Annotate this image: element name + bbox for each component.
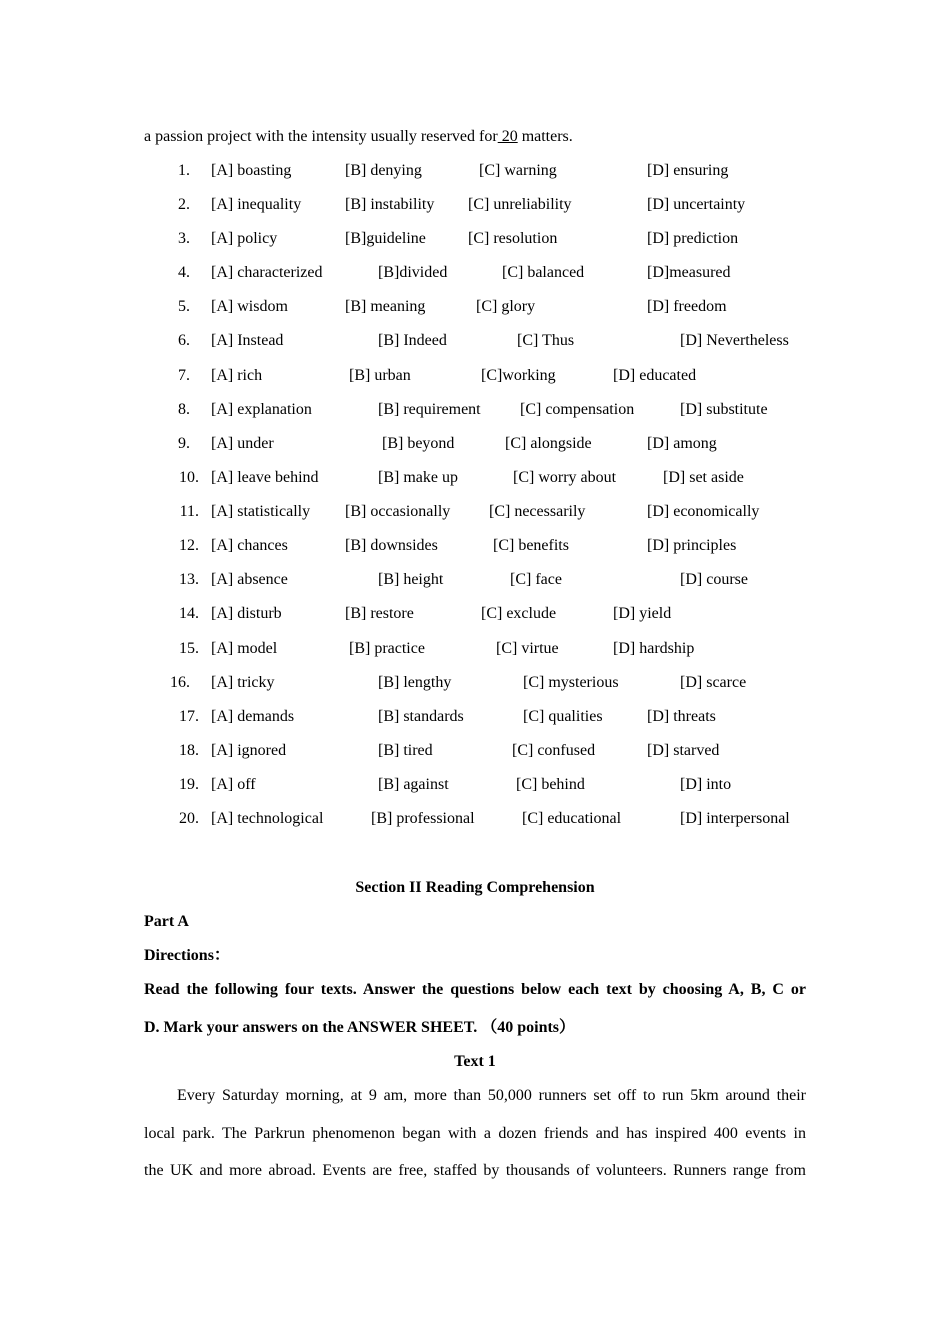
option-d: [D] economically	[647, 503, 760, 520]
option-b: [B] restore	[345, 605, 414, 622]
question-number: 17.	[179, 708, 199, 725]
question-number: 11.	[179, 503, 199, 520]
option-a: [A] policy	[211, 230, 278, 247]
option-d: [D] freedom	[647, 298, 727, 315]
option-a: [A] Instead	[211, 332, 284, 349]
option-b: [B] make up	[378, 469, 458, 486]
option-a: [A] statistically	[211, 503, 311, 520]
option-b: [B] downsides	[345, 537, 438, 554]
option-a: [A] off	[211, 776, 256, 793]
option-a: [A] disturb	[211, 605, 282, 622]
intro-text-before: a passion project with the intensity usually reserved for	[144, 128, 498, 145]
option-d: [D] course	[680, 571, 748, 588]
option-a: [A] chances	[211, 537, 288, 554]
option-a: [A] demands	[211, 708, 295, 725]
option-d: [D] set aside	[663, 469, 744, 486]
question-number: 10.	[179, 469, 199, 486]
option-d: [D] prediction	[647, 230, 739, 247]
question-number: 4.	[178, 264, 190, 281]
option-b: [B] standards	[378, 708, 464, 725]
option-c: [C] worry about	[513, 469, 617, 486]
question-number: 12.	[179, 537, 199, 554]
option-c: [C] virtue	[496, 640, 559, 657]
question-number: 1.	[178, 162, 190, 179]
option-d: [D] into	[680, 776, 732, 793]
question-number: 3.	[178, 230, 190, 247]
question-number: 13.	[179, 571, 199, 588]
question-number: 19.	[179, 776, 199, 793]
question-number: 20.	[179, 810, 199, 827]
option-d: [D] hardship	[613, 640, 695, 657]
question-number: 9.	[178, 435, 190, 452]
question-number: 16.	[170, 674, 190, 691]
option-d: [D] uncertainty	[647, 196, 746, 213]
option-d: [D]measured	[647, 264, 731, 281]
option-c: [C] necessarily	[489, 503, 586, 520]
option-d: [D] starved	[647, 742, 720, 759]
option-b: [B] beyond	[382, 435, 455, 452]
option-b: [B] requirement	[378, 401, 481, 418]
option-b: [B] urban	[349, 367, 411, 384]
option-c: [C] exclude	[481, 605, 557, 622]
option-a: [A] characterized	[211, 264, 323, 281]
option-a: [A] inequality	[211, 196, 302, 213]
intro-text-after: matters.	[517, 128, 573, 145]
option-c: [C] alongside	[505, 435, 592, 452]
directions-label: Directions：	[144, 947, 230, 964]
option-d: [D] scarce	[680, 674, 747, 691]
option-a: [A] technological	[211, 810, 324, 827]
option-b: [B] instability	[345, 196, 435, 213]
question-number: 7.	[178, 367, 190, 384]
question-number: 15.	[179, 640, 199, 657]
part-label: Part A	[144, 913, 189, 930]
text-title: Text 1	[454, 1053, 496, 1070]
option-b: [B] denying	[345, 162, 422, 179]
option-a: [A] leave behind	[211, 469, 319, 486]
option-d: [D] interpersonal	[680, 810, 790, 827]
passage-line: Every Saturday morning, at 9 am, more than 50,000 runners set off to run 5km around their	[177, 1087, 806, 1104]
option-d: [D] among	[647, 435, 717, 452]
option-c: [C] Thus	[517, 332, 575, 349]
option-d: [D] educated	[613, 367, 697, 384]
intro-line	[144, 127, 573, 147]
option-c: [C] unreliability	[468, 196, 572, 213]
option-a: [A] explanation	[211, 401, 312, 418]
option-c: [C] benefits	[493, 537, 569, 554]
question-number: 8.	[178, 401, 190, 418]
option-d: [D] ensuring	[647, 162, 729, 179]
option-b: [B] practice	[349, 640, 425, 657]
option-a: [A] under	[211, 435, 274, 452]
question-number: 18.	[179, 742, 199, 759]
directions-line-2: D. Mark your answers on the ANSWER SHEET. （40 points）	[144, 1019, 576, 1036]
option-b: [B] lengthy	[378, 674, 452, 691]
question-number: 6.	[178, 332, 190, 349]
option-d: [D] threats	[647, 708, 716, 725]
option-a: [A] ignored	[211, 742, 287, 759]
option-a: [A] rich	[211, 367, 263, 384]
directions-line-1: Read the following four texts. Answer the questions below each text by choosing A, B, C or	[144, 981, 806, 998]
option-b: [B] height	[378, 571, 444, 588]
option-c: [C] face	[510, 571, 562, 588]
option-d: [D] principles	[647, 537, 737, 554]
passage-line: local park. The Parkrun phenomenon began with a dozen friends and has inspired 400 events in	[144, 1125, 806, 1142]
section-title: Section II Reading Comprehension	[355, 879, 595, 896]
option-c: [C] confused	[512, 742, 596, 759]
option-b: [B] meaning	[345, 298, 426, 315]
option-c: [C] balanced	[502, 264, 585, 281]
option-a: [A] wisdom	[211, 298, 288, 315]
option-b: [B]divided	[378, 264, 448, 281]
option-b: [B]guideline	[345, 230, 426, 247]
option-d: [D] Nevertheless	[680, 332, 789, 349]
option-d: [D] substitute	[680, 401, 768, 418]
option-d: [D] yield	[613, 605, 672, 622]
option-a: [A] boasting	[211, 162, 292, 179]
option-b: [B] against	[378, 776, 449, 793]
option-c: [C] behind	[516, 776, 585, 793]
question-number: 2.	[178, 196, 190, 213]
option-c: [C] compensation	[520, 401, 635, 418]
option-c: [C] mysterious	[523, 674, 619, 691]
passage-line: the UK and more abroad. Events are free, staffed by thousands of volunteers. Runners range from	[144, 1162, 806, 1179]
option-c: [C] qualities	[523, 708, 603, 725]
option-c: [C]working	[481, 367, 556, 384]
option-b: [B] occasionally	[345, 503, 451, 520]
option-b: [B] Indeed	[378, 332, 447, 349]
option-a: [A] tricky	[211, 674, 275, 691]
option-c: [C] glory	[476, 298, 536, 315]
option-c: [C] educational	[522, 810, 622, 827]
option-c: [C] resolution	[468, 230, 558, 247]
option-b: [B] tired	[378, 742, 433, 759]
option-c: [C] warning	[479, 162, 557, 179]
blank-20: 20	[497, 128, 518, 145]
option-a: [A] model	[211, 640, 278, 657]
question-number: 14.	[179, 605, 199, 622]
option-b: [B] professional	[371, 810, 475, 827]
option-a: [A] absence	[211, 571, 288, 588]
question-number: 5.	[178, 298, 190, 315]
